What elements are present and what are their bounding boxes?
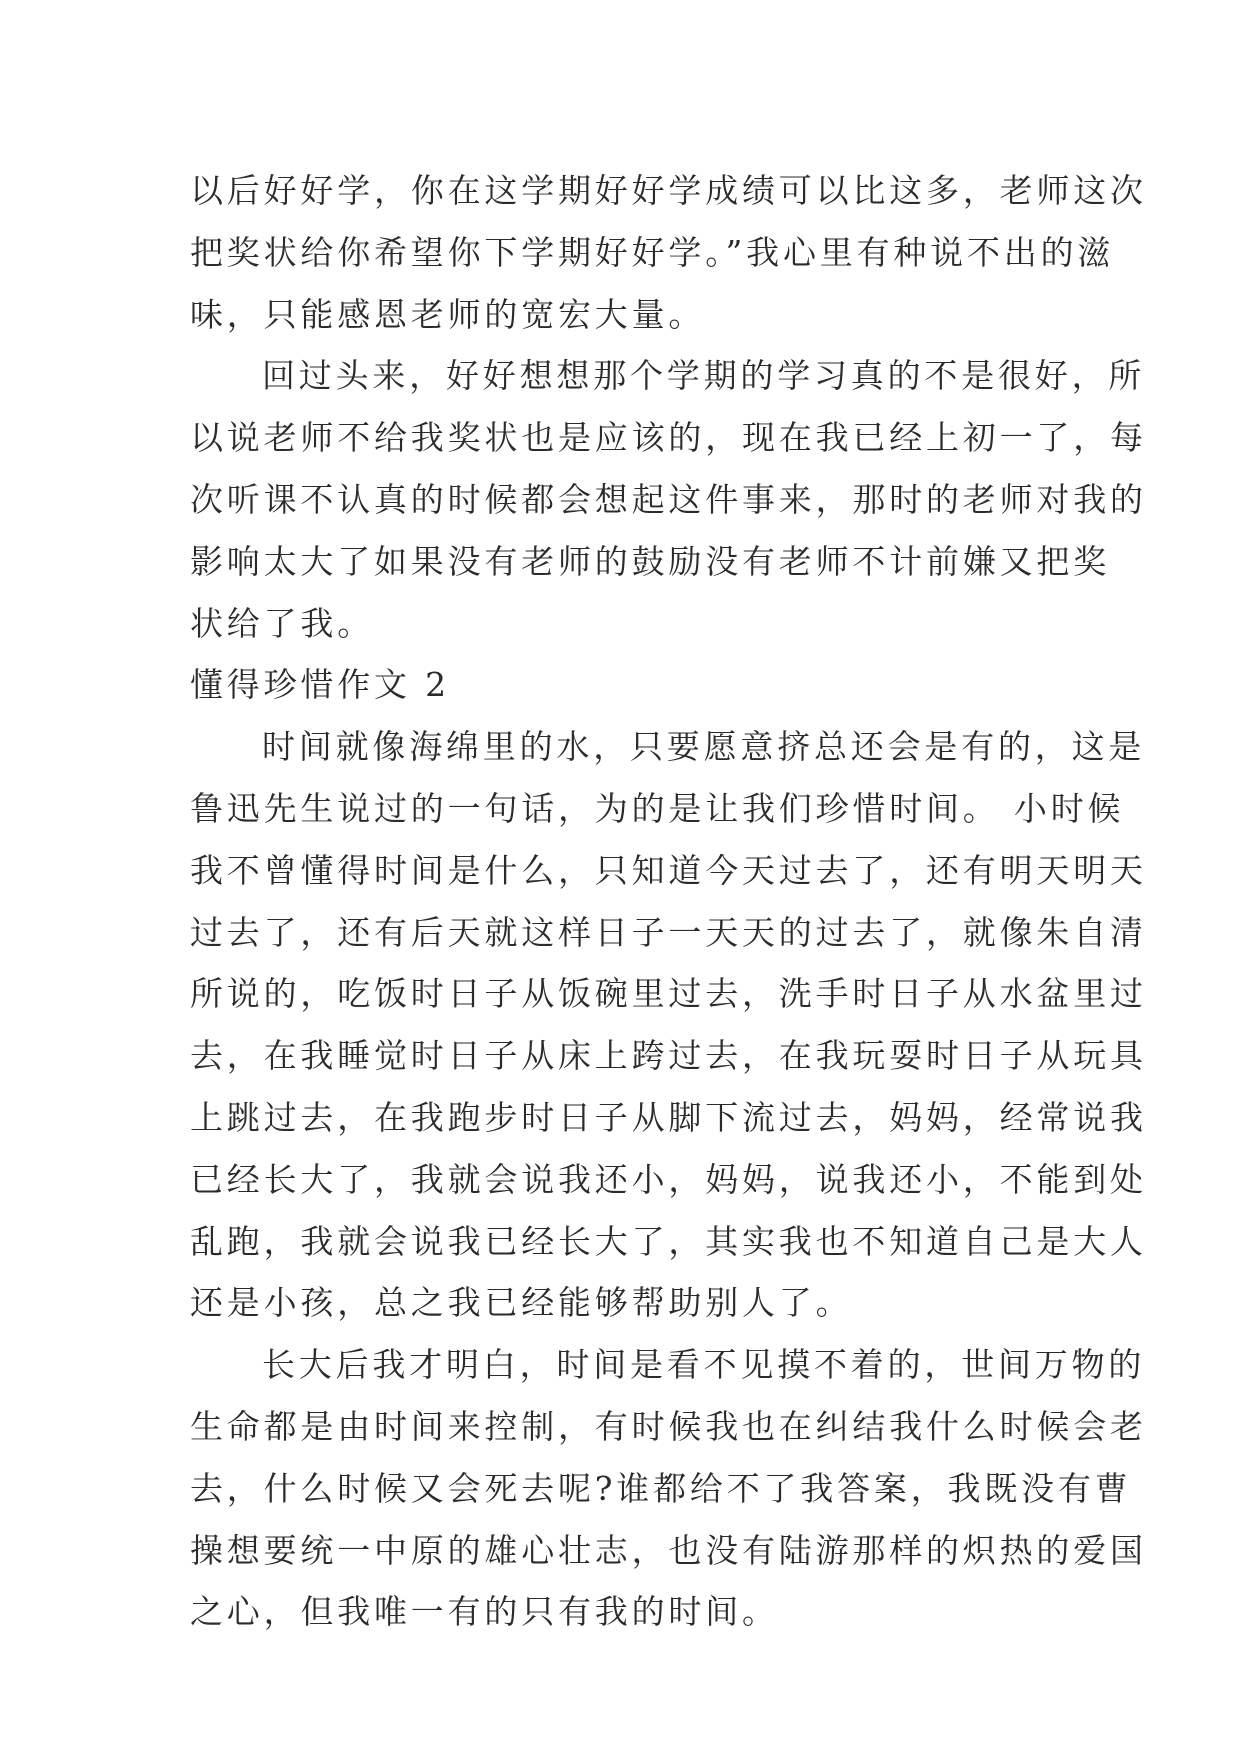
document-body — [190, 160, 1147, 1643]
text-line: 以后好好学，你在这学期好好学成绩可以比这多，老师这次 — [190, 171, 1147, 210]
text-line: 回过头来，好好想想那个学期的学习真的不是很好，所 — [262, 356, 1146, 396]
text-line: 次听课不认真的时候都会想起这件事来，那时的老师对我的 — [190, 479, 1147, 519]
text-line: 之心，但我唯一有的只有我的时间。 — [190, 1592, 779, 1632]
text-line: 过去了，还有后天就这样日子一天天的过去了，就像朱自清 — [190, 912, 1147, 952]
text-line: 状给了我。 — [190, 603, 374, 643]
text-line: 乱跑，我就会说我已经长大了，其实我也不知道自己是大人 — [190, 1221, 1147, 1261]
text-line: 所说的，吃饭时日子从饭碗里过去，洗手时日子从水盆里过 — [190, 974, 1147, 1014]
section-heading: 懂得珍惜作文 2 — [190, 665, 450, 705]
text-line: 还是小孩，总之我已经能够帮助别人了。 — [190, 1283, 853, 1323]
text-line: 影响太大了如果没有老师的鼓励没有老师不计前嫌又把奖 — [190, 541, 1110, 581]
text-line: 去，什么时候又会死去呢?谁都给不了我答案，我既没有曹 — [190, 1468, 1132, 1508]
text-line: 时间就像海绵里的水，只要愿意挤总还会是有的，这是 — [262, 727, 1146, 767]
text-line: 上跳过去，在我跑步时日子从脚下流过去，妈妈，经常说我 — [190, 1097, 1147, 1137]
text-line: 已经长大了，我就会说我还小，妈妈，说我还小，不能到处 — [190, 1159, 1147, 1199]
text-line: 生命都是由时间来控制，有时候我也在纠结我什么时候会老 — [190, 1406, 1147, 1446]
text-line: 长大后我才明白，时间是看不见摸不着的，世间万物的 — [262, 1345, 1146, 1385]
text-line: 以说老师不给我奖状也是应该的，现在我已经上初一了，每 — [190, 418, 1147, 458]
text-line: 我不曾懂得时间是什么，只知道今天过去了，还有明天明天 — [190, 850, 1147, 890]
text-line: 鲁迅先生说过的一句话，为的是让我们珍惜时间。 小时候 — [190, 788, 1125, 828]
text-line: 味，只能感恩老师的宽宏大量。 — [190, 294, 706, 334]
text-line: 操想要统一中原的雄心壮志，也没有陆游那样的炽热的爱国 — [190, 1530, 1147, 1570]
text-line: 把奖状给你希望你下学期好好学。”我心里有种说不出的滋 — [190, 232, 1115, 272]
text-line: 去，在我睡觉时日子从床上跨过去，在我玩耍时日子从玩具 — [190, 1036, 1147, 1076]
